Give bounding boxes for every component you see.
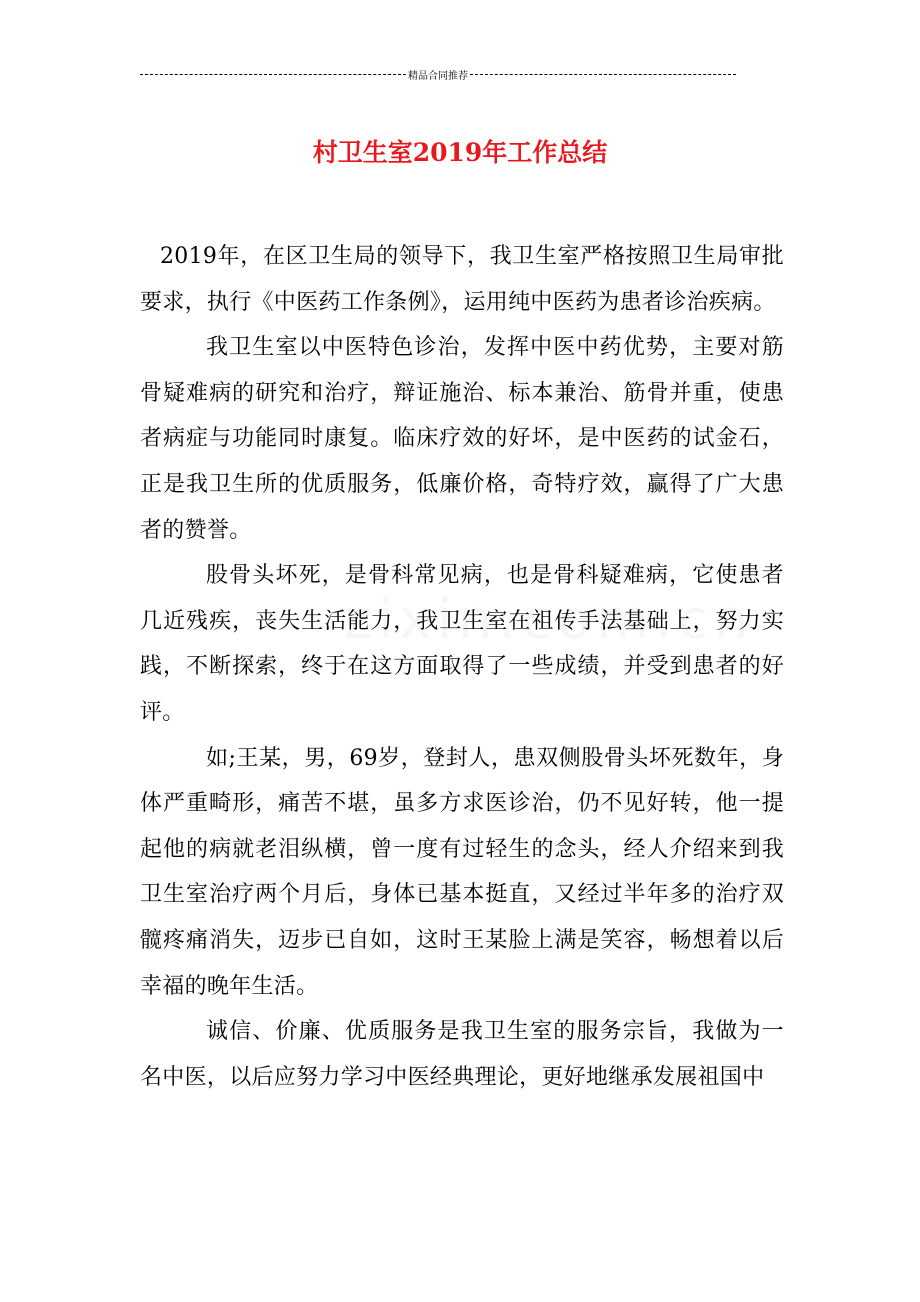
header-dash-right — [470, 74, 736, 75]
page-header — [140, 66, 736, 82]
document-title: 村卫生室2019年工作总结 — [312, 137, 608, 167]
paragraph: 诚信、价廉、优质服务是我卫生室的服务宗旨，我做为一名中医，以后应努力学习中医经典理论，更好地继承发展祖国中 — [140, 1019, 784, 1090]
header-text: 精品合同推荐 — [408, 70, 468, 82]
document-body — [140, 234, 784, 1100]
paragraph: 股骨头坏死，是骨科常见病，也是骨科疑难病，它使患者几近残疾，丧失生活能力，我卫生室在祖传手法基础上，努力实践，不断探索，终于在这方面取得了一些成绩，并受到患者的好评。 — [140, 563, 784, 725]
paragraph: 我卫生室以中医特色诊治，发挥中医中药优势，主要对筋骨疑难病的研究和治疗，辩证施治、标本兼治、筋骨并重，使患者病症与功能同时康复。临床疗效的好坏，是中医药的试金石，正是我卫生所的优质服务，低廉价格，奇特疗效，赢得了广大患者的赞誉。 — [140, 335, 784, 543]
paragraph: 2019年，在区卫生局的领导下，我卫生室严格按照卫生局审批要求，执行《中医药工作条例》，运用纯中医药为患者诊治疾病。 — [140, 244, 784, 315]
paragraph: 如;王某，男，69岁，登封人，患双侧股骨头坏死数年，身体严重畸形，痛苦不堪，虽多方求医诊治，仍不见好转，他一提起他的病就老泪纵横，曾一度有过轻生的念头，经人介绍来到我卫生室治疗两个月后，身体已基本挺直，又经过半年多的治疗双髋疼痛消失，迈步已自如，这时王某脸上满是笑容，畅想着以后幸福的晚年生活。 — [140, 745, 784, 999]
header-dash-left — [140, 74, 406, 75]
